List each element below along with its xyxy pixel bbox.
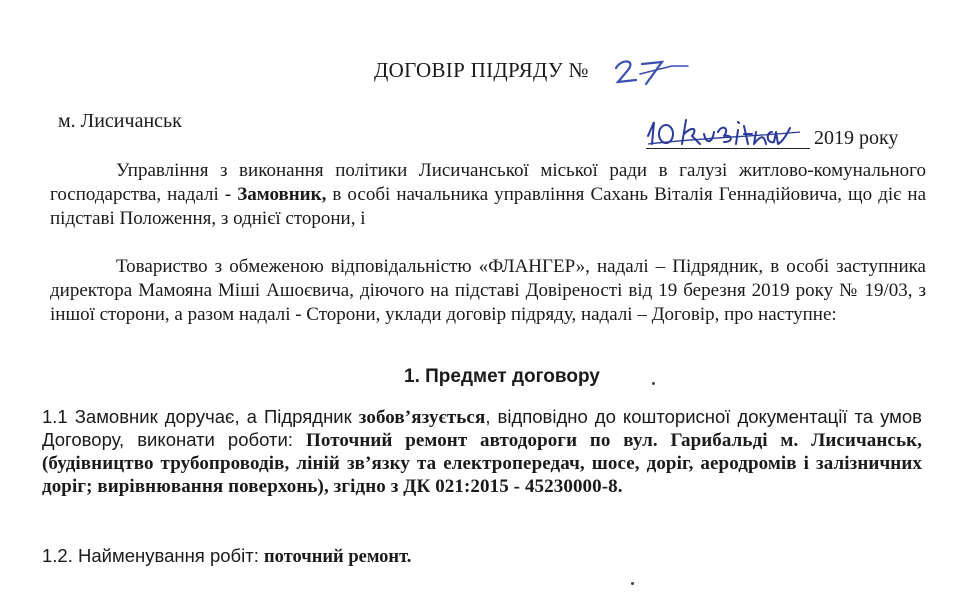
section-heading-subject: 1. Предмет договору <box>404 366 600 387</box>
clause-1-1-obligation: зобов’язується <box>358 407 486 428</box>
clause-1-2-works-name: поточний ремонт. <box>264 547 412 567</box>
scan-speck <box>652 382 655 385</box>
customer-text-rest: в особі начальника управління Сахань Віталія Геннадійовича, що діє на підставі Положення, з однієї сторони, і <box>50 184 926 229</box>
clause-1-1-text: 1.1 Замовник доручає, а Підрядник <box>42 406 359 427</box>
clause-1-1 <box>42 406 922 498</box>
contract-year: 2019 року <box>814 127 899 149</box>
clause-1-2 <box>42 544 922 569</box>
scan-speck <box>631 582 634 585</box>
paragraph-contractor: Товариство з обмеженою відповідальністю «ФЛАНГЕР», надалі – Підрядник, в особі заступника директора Мамояна Міші Ашоєвича, діючого на підставі Довіреності від 19 березня 2019 року № 19/03, з іншої сторони, а разом надалі - Сторони, уклади договір підряду, надалі – Договір, про наступне: <box>50 256 926 325</box>
title-text: ДОГОВІР ПІДРЯДУ № <box>374 58 589 82</box>
customer-label: Замовник, <box>237 184 327 205</box>
clause-1-2-text: 1.2. Найменування робіт: <box>42 545 264 566</box>
handwritten-contract-number <box>610 54 690 86</box>
customer-text: Управління з виконання політики Лисичанської міської ради в галузі житлово-комунального господарства, надалі - <box>50 160 926 205</box>
city: м. Лисичанськ <box>58 110 182 132</box>
clause-1-1-text-mid: , відповідно до кошторисної документації та умов Договору, виконати роботи: <box>42 406 922 450</box>
document-title <box>374 58 589 83</box>
date-underline <box>646 148 810 149</box>
paragraph-customer <box>50 159 926 231</box>
clause-1-1-works: Поточний ремонт автодороги по вул. Гарибальді м. Лисичанськ, (будівництво трубопроводів, ліній зв’язку та електропередач, шосе, доріг, аеродромів і залізничних доріг; вирівнювання поверхонь), згідно з ДК 021:2015 - 45230000-8. <box>42 430 922 497</box>
